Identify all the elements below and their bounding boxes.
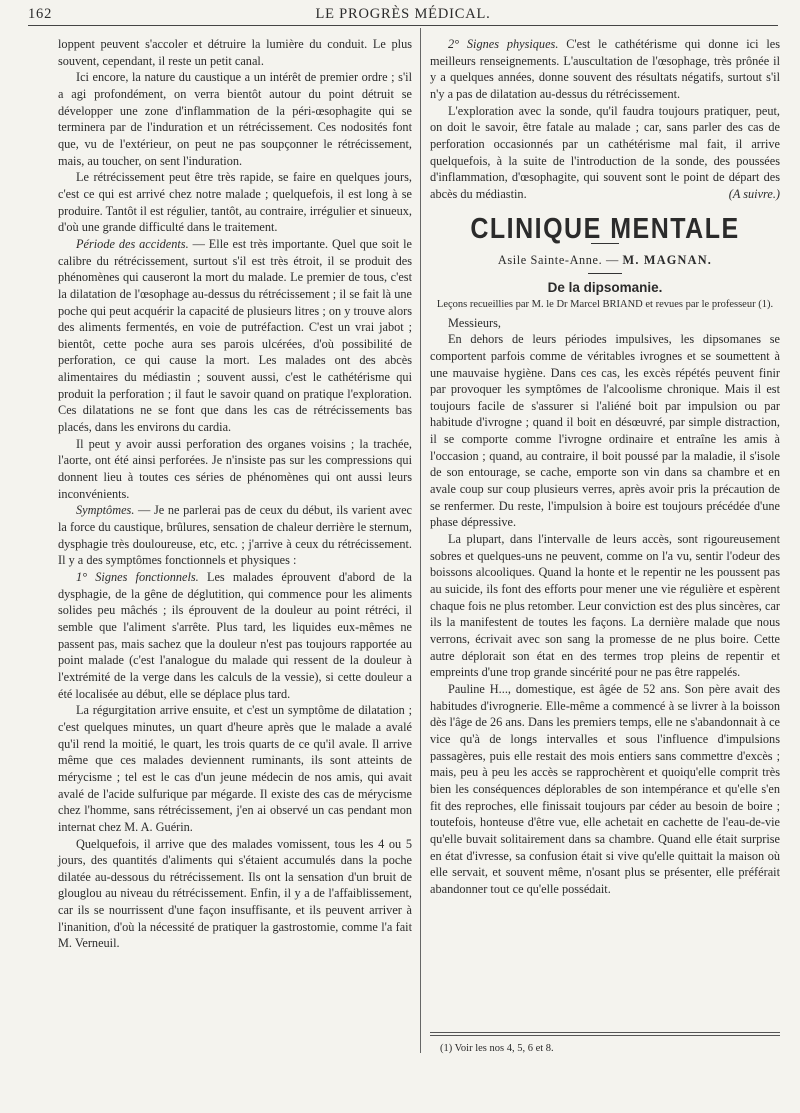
run-in-heading: Symptômes. xyxy=(76,503,135,518)
header-rule xyxy=(28,25,778,26)
section-title: CLINIQUE MENTALE xyxy=(470,212,740,245)
paragraph: loppent peuvent s'accoler et détruire la lumière du conduit. Le plus souvent, cependant, il reste un petit canal. xyxy=(58,37,412,68)
column-divider xyxy=(420,28,421,1053)
left-column xyxy=(58,36,412,952)
right-column xyxy=(430,36,780,898)
footnote: (1) Voir les nos 4, 5, 6 et 8. xyxy=(440,1043,554,1054)
paragraph: En dehors de leurs périodes impulsives, les dipsomanes se comportent parfois comme de véritables ivrognes et se soumettent à une mauvaise hygiène. Dans ces cas, les excès répétés peuvent finir par provoquer les symptômes de l'alcoolisme chronique. Mais il est toujours facile de s'assurer si l'aliéné boit par impulsion ou par habitude d'ivrogne ; quand il boit en désœuvré, par simple distraction, il se comporte comme l'ivrogne ordinaire et entraîne les amis à l'occasion ; quand, au contraire, il boit poussé par la maladie, il s'isole de son entourage, se cache, emporte son vin dans sa chambre et en avale coup sur coup plusieurs verres, après avoir pris la précaution de se renfermer. Du reste, l'impulsion à boire est toujours précédée d'une phase dépressive. xyxy=(430,332,780,530)
page-number: 162 xyxy=(28,6,53,22)
salutation: Messieurs, xyxy=(448,315,501,330)
paragraph: Quelquefois, il arrive que des malades vomissent, tous les 4 ou 5 jours, des quantités d'aliments qui s'étaient accumulés dans la poche dilatée au-dessous du rétrécissement. Ils ont la sensation d'un bruit de glouglou au niveau du rétrécissement. Enfin, il y a de l'affaiblissement, car ils se nourrissent d'une façon insuffisante, et ils peuvent arriver à l'inanition, d'où la nécessité de pratiquer la gastrostomie, comme l'a fait M. Verneuil. xyxy=(58,836,412,951)
paragraph: Il peut y avoir aussi perforation des organes voisins ; la trachée, l'aorte, ont été ainsi perforées. Je n'insiste pas sur les compressions qui donnent lieu à toutes ces séries de phénomènes qui ont aussi leurs inconvénients. xyxy=(58,436,412,501)
paragraph: Ici encore, la nature du caustique a un intérêt de premier ordre ; s'il a agi profondément, on verra bientôt autour du point détruit se développer une zone d'inflammation de la péri-œsophagite qui se terminera par de l'induration et un rétrécissement. Ces nodosités font que, vu de l'extérieur, on peut ne pas soupçonner le rétrécissement, mais, au toucher, on sent l'induration. xyxy=(58,70,412,168)
paragraph: 2° Signes physiques. C'est le cathétérisme qui donne ici les meilleurs renseignements. L'auscultation de l'œsophage, très prônée il y a quelques années, donne souvent des résultats négatifs, surtout s'il n'y a pas de dilatation au-dessus du rétrécissement. xyxy=(430,37,780,101)
paragraph: 1° Signes fonctionnels. Les malades éprouvent d'abord de la dysphagie, de la gêne de déglutition, qui commence pour les aliments solides peu mâchés ; ils éprouvent de la douleur au point rétréci, il semble que l'aliment s'arrête. Plus tard, les liquides eux-mêmes ne passent pas, mais sachez que la douleur n'est pas toujours rapportée au point malade (c'est l'analogue du malade qui ressent de la douleur à l'extrémité de la verge dans les calculs de la vessie), si cette douleur a été localisée au début, elle se déplace plus tard. xyxy=(58,570,412,701)
paragraph: Pauline H..., domestique, est âgée de 52 ans. Son père avait des habitudes d'ivrognerie. Elle-même a commencé à se livrer à la boisson dès l'âge de 26 ans. Dans les premiers temps, elle ne s'abandonnait à ce vice qu'à de longs intervalles et sous l'influence d'impulsions passagères, puis elle restait des mois entiers sans commettre d'excès ; mais, peu à peu les accès se rapprochèrent et quoiqu'elle comprit très bien les conséquences déplorables de son intempérance et qu'elle s'en fit des reproches, elle finissait toujours par céder au besoin de boire ; toutefois, honteuse d'être vue, elle achetait en cachette de l'eau-de-vie qu'elle buvait solitairement dans sa chambre. Quand elle était surprise en état d'ivresse, sa confusion était si vive qu'elle quittait la maison où elle servait, et souvent même, n'osant plus se présenter, elle préférait abandonner tout ce qu'elle possédait. xyxy=(430,681,780,896)
author-name: M. MAGNAN. xyxy=(622,253,713,268)
footnote-rule xyxy=(430,1032,780,1033)
to-be-continued: (A suivre.) xyxy=(728,186,780,201)
paragraph: La plupart, dans l'intervalle de leurs accès, sont rigoureusement sobres et quelques-uns ne peuvent, comme on l'a vu, sentir l'odeur des boissons alcooliques. Quand la honte et le repentir ne les poussent pas au suicide, ils font des efforts pour mener une vie régulière et espèrent chaque fois ne plus retomber. Leur conviction est des plus sincères, car ils la manifestent de toutes les façons. La dernière malade que nous verrons, écrivait avec son sang la promesse de ne plus boire. Cette autre déplorait son état en des termes trop pleins de repentir et empreints d'une trop grande sincérité pour ne pas être rappelés. xyxy=(430,532,780,680)
footnote-rule xyxy=(430,1035,780,1036)
lecture-note: Leçons recueillies par M. le Dr Marcel BRIAND et revues par le professeur (1). xyxy=(436,298,774,310)
page-header xyxy=(28,6,778,24)
run-in-heading: 2° Signes physiques. xyxy=(448,37,559,51)
paragraph: Symptômes. — Je ne parlerai pas de ceux du début, ils varient avec la force du caustique, brûlures, sensation de chaleur derrière le sternum, dysphagie très douloureuse, etc, etc. ; j'arrive à ceux du rétrécissement. Il y a des symptômes fonctionnels et physiques : xyxy=(58,503,412,568)
subtitle-rule xyxy=(588,273,622,274)
run-in-heading: Période des accidents. xyxy=(76,236,189,251)
lecture-title: De la dipsomanie. xyxy=(547,279,663,295)
institution-line: Asile Sainte-Anne. — M. MAGNAN. xyxy=(497,253,713,268)
paragraph: L'exploration avec la sonde, qu'il faudra toujours pratiquer, peut, on doit le savoir, être fatale au malade ; car, sans parler des cas de perforation occasionnés par un cathétérisme mal fait, il arrive quelquefois, à la suite de l'introduction de la sonde, des poussées d'inflammation, d'œsophagite, qui souvent sont le point de départ des abcès du médiastin. (A suivre.) xyxy=(430,103,780,201)
run-in-heading: 1° Signes fonctionnels. xyxy=(76,570,199,584)
journal-title: LE PROGRÈS MÉDICAL. xyxy=(315,6,491,22)
paragraph: Période des accidents. — Elle est très importante. Quel que soit le calibre du rétrécissement, surtout s'il est très étroit, il se produit des phénomènes qui causeront la mort du malade. Le premier de tous, c'est la dilatation de l'œsophage au-dessus du rétrécissement ; il se fait là une poche qui peut acquérir la capacité de plusieurs litres ; on y trouve alors des aliments fermentés, en voie de putréfaction. C'est un vrai jabot ; bientôt, cette poche aura ses parois ulcérées, d'où possibilité de perforation, ce qui cause la mort. Les malades ont des abcès alimentaires du médiastin ; souvent aussi, c'est le cathétérisme qui produit la perforation ; il faut le savoir quand on pratique l'exploration. Ces dilatations ne se font que dans les cas de rétrécissements bas placés, dans les environs du cardia. xyxy=(58,236,412,435)
paragraph: La régurgitation arrive ensuite, et c'est un symptôme de dilatation ; c'est quelques minutes, un quart d'heure après que le malade a avalé qu'il rend la moitié, le quart, les trois quarts de ce qu'il avale. Il arrive même que ces malades deviennent ruminants, ils sont atteints de mérycisme ; tel est le cas d'un jeune médecin de nos amis, qui avait avalé de l'acide sulfurique par mégarde. Il existe des cas de mérycisme chez l'homme, sans rétrécissement, j'en ai observé un cas pendant mon internat chez M. A. Guérin. xyxy=(58,703,412,834)
paragraph: Le rétrécissement peut être très rapide, se faire en quelques jours, c'est ce qui est arrivé chez notre malade ; quelquefois, il est long à se produire. Tantôt il est régulier, tantôt, au contraire, irrégulier et sinueux, d'où une grande difficulté dans le traitement. xyxy=(58,170,412,235)
